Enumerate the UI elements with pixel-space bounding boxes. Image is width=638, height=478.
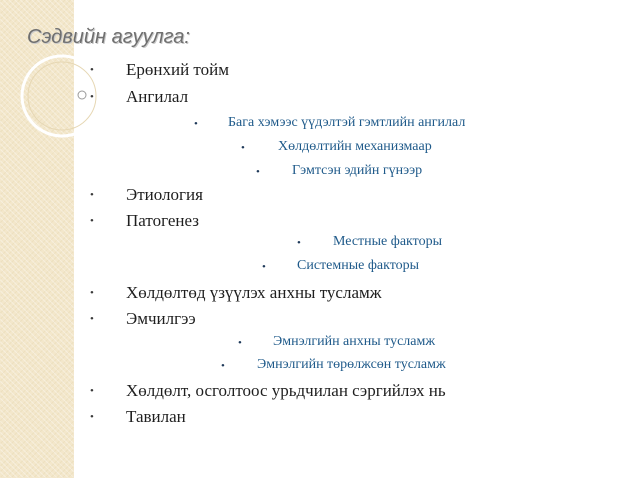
sublist-item-text: Хөлдөлтийн механизмаар [278, 139, 432, 154]
list-item-text: Патогенез [126, 211, 199, 230]
list-item-text: Ерөнхий тойм [126, 60, 229, 79]
bullet: • [262, 261, 266, 273]
small-ring-decoration [78, 91, 86, 99]
sublist-item-text: Гэмтсэн эдийн гүнээр [292, 163, 423, 178]
bullet: • [90, 189, 94, 201]
bullet: • [241, 142, 245, 154]
bullet: • [90, 411, 94, 423]
sublist-item-text: Эмнэлгийн төрөлжсөн тусламж [257, 357, 446, 372]
sublist-item-text: Эмнэлгийн анхны тусламж [273, 334, 436, 349]
bullet: • [297, 237, 301, 249]
bullet: • [90, 287, 94, 299]
sublist-item-text: Системные факторы [297, 258, 420, 273]
list-item-text: Эмчилгээ [126, 309, 196, 328]
bullet: • [194, 118, 198, 130]
bullet: • [221, 360, 225, 372]
sublist-item-text: Местные факторы [333, 234, 443, 249]
list-item-text: Этиология [126, 185, 203, 204]
bullet: • [238, 337, 242, 349]
slide-title: Сэдвийн агуулга: [27, 26, 190, 48]
bullet: • [90, 385, 94, 397]
list-item-text: Тавилан [126, 407, 186, 426]
list-item-text: Ангилал [126, 87, 189, 106]
bullet: • [90, 64, 94, 76]
list-item-text: Хөлдөлт, осголтоос урьдчилан сэргийлэх нь [126, 381, 446, 400]
list-item-text: Хөлдөлтөд үзүүлэх анхны тусламж [126, 283, 382, 302]
bullet: • [256, 166, 260, 178]
sublist-item-text: Бага хэмээс үүдэлтэй гэмтлийн ангилал [228, 115, 466, 130]
bullet: • [90, 215, 94, 227]
bullet: • [90, 91, 94, 103]
bullet: • [90, 313, 94, 325]
